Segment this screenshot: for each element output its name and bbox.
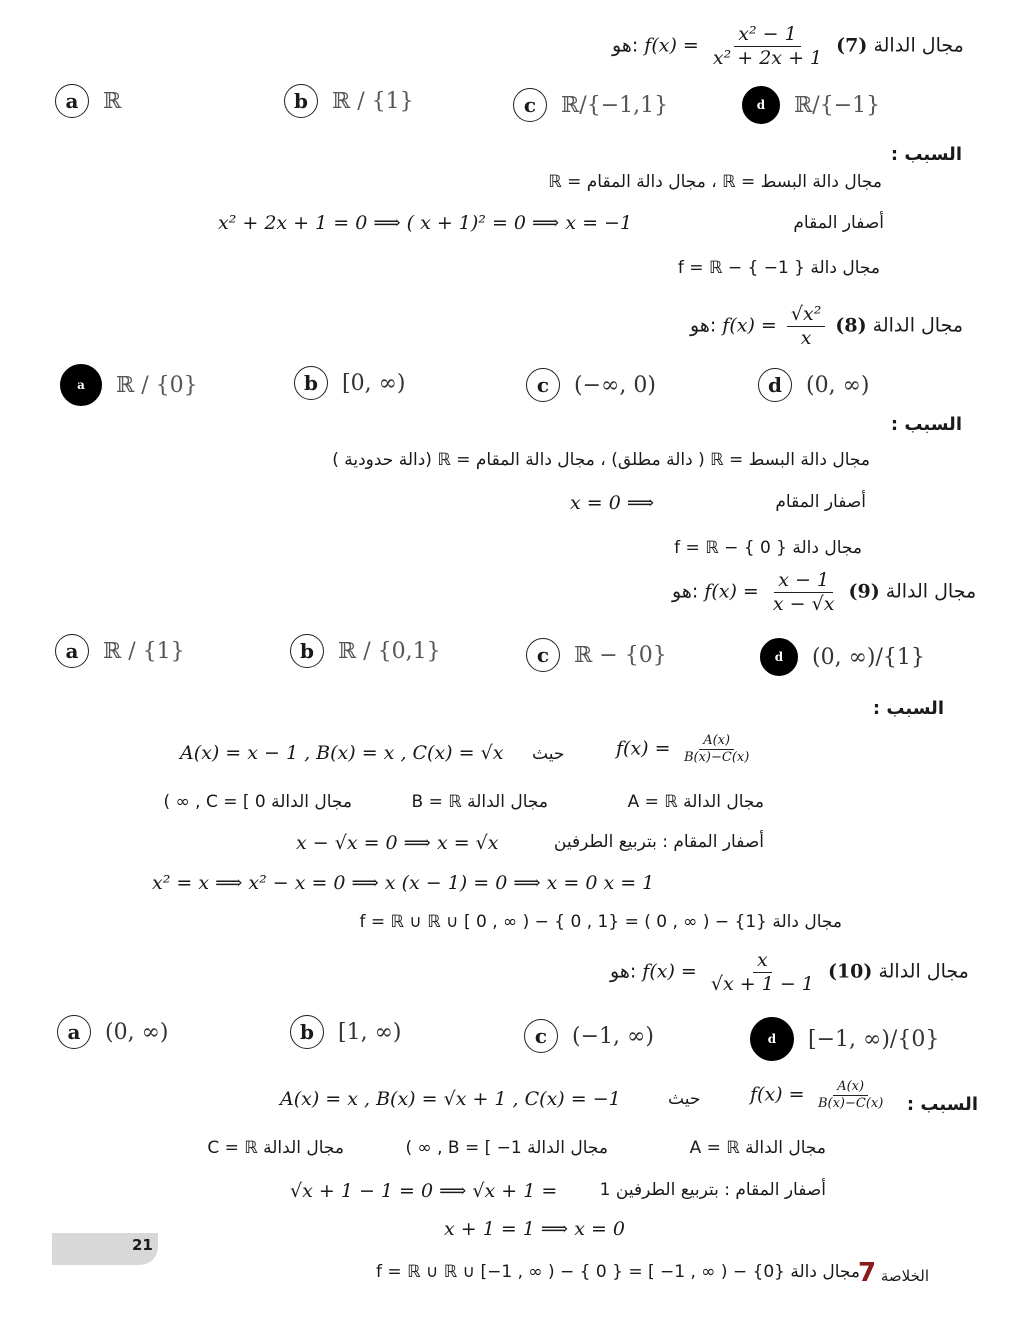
q9-reason-line-1: A(x) = x − 1 , B(x) = x , C(x) = √x xyxy=(180,742,504,764)
q9-reason-line-2: حيث xyxy=(532,744,565,764)
q10-option-c-circle: c xyxy=(524,1019,558,1053)
q8-option-b-circle: b xyxy=(294,366,328,400)
q9-reason-line-7: مجال الدالة B = ℝ xyxy=(411,792,548,812)
q10-reason-fx-fraction xyxy=(814,1080,887,1112)
q10-fx: f(x) = xyxy=(642,960,697,983)
q7-title: مجال الدالة xyxy=(873,34,964,57)
q10-option-d-selected: d xyxy=(750,1017,794,1061)
q7-option-c-circle: c xyxy=(513,88,547,122)
q10-option-a[interactable] xyxy=(57,1015,168,1049)
q7-number: (7) xyxy=(836,34,868,57)
q8-option-d-value: (0, ∞) xyxy=(806,372,870,398)
q8-header xyxy=(690,304,963,349)
q10-reason-fx-num: A(x) xyxy=(833,1080,868,1096)
q8-reason-line-4: مجال دالة f = ℝ − { 0 } xyxy=(674,538,862,558)
q9-reason-line-10: x − √x = 0 ⟹ x = √x xyxy=(296,832,499,854)
q7-header xyxy=(612,24,964,69)
q7-option-b-value: ℝ / {1} xyxy=(332,88,414,114)
q9-fx: f(x) = xyxy=(704,580,759,603)
q10-suffix: هو: xyxy=(610,960,637,983)
q10-option-b[interactable] xyxy=(290,1015,401,1049)
q10-numerator: x xyxy=(753,950,772,973)
q10-number: (10) xyxy=(827,960,873,983)
q10-fraction xyxy=(707,950,818,995)
q9-option-d-value: (0, ∞)/{1} xyxy=(812,644,925,670)
q8-numerator: √x² xyxy=(787,304,825,327)
q9-reason-fx xyxy=(616,734,757,766)
q7-numerator: x² − 1 xyxy=(734,24,800,47)
q10-option-c[interactable] xyxy=(524,1019,654,1053)
q10-reason-fx-label: f(x) = xyxy=(750,1083,805,1106)
q9-suffix: هو: xyxy=(672,580,699,603)
q9-title: مجال الدالة xyxy=(885,580,977,603)
q9-fraction xyxy=(769,570,839,615)
brand-logo xyxy=(858,1258,929,1288)
q9-option-c-circle: c xyxy=(526,638,560,672)
q8-title: مجال الدالة xyxy=(872,314,964,337)
q9-option-d[interactable] xyxy=(760,638,925,676)
brand-text: الخلاصة xyxy=(880,1267,930,1285)
page-number: 21 xyxy=(132,1236,153,1254)
q7-option-a[interactable] xyxy=(55,84,121,118)
q7-denominator: x² + 2x + 1 xyxy=(712,46,823,69)
q7-option-b-circle: b xyxy=(284,84,318,118)
q8-option-b-value: [0, ∞) xyxy=(342,370,406,396)
q9-numerator: x − 1 xyxy=(774,570,833,593)
q9-reason-label: السبب : xyxy=(872,698,944,719)
q9-option-b-value: ℝ / {0,1} xyxy=(338,638,441,664)
q9-reason-line-12: مجال دالة f = ℝ ∪ ℝ ∪ [ 0 , ∞ ) − { 0 , 1} = ( 0 , ∞ ) − {1} xyxy=(359,912,842,932)
q7-option-b[interactable] xyxy=(284,84,414,118)
q8-option-d-circle: d xyxy=(758,368,792,402)
q10-reason-line-11: x + 1 = 1 ⟹ x = 0 xyxy=(444,1218,626,1240)
q9-reason-fx-fraction xyxy=(680,734,753,766)
q10-reason-fx-den: B(x)−C(x) xyxy=(817,1096,884,1112)
q9-reason-line-9: أصفار المقام : بتربيع الطرفين xyxy=(553,832,764,852)
q7-reason-line-1: مجال دالة البسط = ℝ ، مجال دالة المقام = ℝ xyxy=(548,172,882,192)
q9-reason-fx-num: A(x) xyxy=(699,734,734,750)
q10-reason-line-7: مجال الدالة B = [ −1 , ∞ ) xyxy=(405,1138,608,1158)
q10-header xyxy=(610,950,969,995)
q7-option-d-selected: d xyxy=(742,86,780,124)
q10-reason-line-9: أصفار المقام : بتربيع الطرفين 1 xyxy=(599,1180,826,1200)
q8-reason-label: السبب : xyxy=(890,414,962,435)
q10-reason-line-2: حيث xyxy=(668,1089,701,1109)
q9-reason-line-6: مجال الدالة A = ℝ xyxy=(627,792,764,812)
q8-option-c-circle: c xyxy=(526,368,560,402)
q10-reason-line-8: مجال الدالة C = ℝ xyxy=(207,1138,344,1158)
q8-option-b[interactable] xyxy=(294,366,405,400)
q8-reason-line-2: x = 0 ⟹ xyxy=(570,492,655,514)
q8-option-a-selected: a xyxy=(60,364,102,406)
q9-header xyxy=(672,570,976,615)
q7-option-a-circle: a xyxy=(55,84,89,118)
q9-option-b-circle: b xyxy=(290,634,324,668)
q9-reason-fx-label: f(x) = xyxy=(616,737,671,760)
q8-option-c-value: (−∞, 0) xyxy=(574,372,656,398)
q7-reason-line-2: x² + 2x + 1 = 0 ⟹ ( x + 1)² = 0 ⟹ x = −1 xyxy=(218,212,633,234)
q10-reason-line-10: √x + 1 − 1 = 0 ⟹ √x + 1 = xyxy=(290,1180,558,1202)
q10-option-d[interactable] xyxy=(750,1017,939,1061)
q9-option-c[interactable] xyxy=(526,638,667,672)
q9-number: (9) xyxy=(848,580,880,603)
q10-title: مجال الدالة xyxy=(878,960,969,983)
q7-reason-line-4: مجال دالة f = ℝ − { −1 } xyxy=(677,258,880,278)
q8-option-a-value: ℝ / {0} xyxy=(116,372,198,398)
q9-option-b[interactable] xyxy=(290,634,441,668)
q7-suffix: هو: xyxy=(612,34,639,57)
q8-fraction xyxy=(787,304,825,349)
q8-fx: f(x) = xyxy=(722,314,777,337)
q8-reason-line-3: أصفار المقام xyxy=(775,492,866,512)
q9-option-a-value: ℝ / {1} xyxy=(103,638,185,664)
q9-option-c-value: ℝ − {0} xyxy=(574,642,667,668)
q7-fx: f(x) = xyxy=(644,34,699,57)
q7-reason-label: السبب : xyxy=(890,144,962,165)
q10-reason-line-6: مجال الدالة A = ℝ xyxy=(689,1138,826,1158)
q10-reason-fx xyxy=(750,1080,891,1112)
q9-option-a[interactable] xyxy=(55,634,185,668)
q8-option-a[interactable] xyxy=(60,364,198,406)
brand-number: 7 xyxy=(858,1258,877,1288)
q7-fraction xyxy=(709,24,826,69)
q9-reason-line-11: x² = x ⟹ x² − x = 0 ⟹ x (x − 1) = 0 ⟹ x = 0 x = 1 xyxy=(152,872,655,894)
q8-number: (8) xyxy=(835,314,867,337)
q7-option-d[interactable] xyxy=(742,86,880,124)
q7-option-c-value: ℝ/{−1,1} xyxy=(561,92,669,118)
q9-option-d-selected: d xyxy=(760,638,798,676)
q7-option-d-value: ℝ/{−1} xyxy=(794,92,881,118)
q8-reason-line-1: مجال دالة البسط = ℝ ( دالة مطلق) ، مجال دالة المقام = ℝ (دالة حدودية ) xyxy=(332,450,870,470)
q10-option-a-circle: a xyxy=(57,1015,91,1049)
q9-reason-line-8: مجال الدالة C = [ 0 , ∞ ) xyxy=(163,792,352,812)
q10-reason-label: السبب : xyxy=(906,1094,978,1115)
q10-option-b-value: [1, ∞) xyxy=(338,1019,402,1045)
q10-option-d-value: [−1, ∞)/{0} xyxy=(808,1026,940,1052)
q8-denominator: x xyxy=(800,326,812,349)
q10-reason-line-12: مجال دالة f = ℝ ∪ ℝ ∪ [−1 , ∞ ) − { 0 } = [ −1 , ∞ ) − {0} xyxy=(376,1262,860,1282)
q10-option-a-value: (0, ∞) xyxy=(105,1019,169,1045)
q10-option-b-circle: b xyxy=(290,1015,324,1049)
q8-option-c[interactable] xyxy=(526,368,656,402)
q9-reason-fx-den: B(x)−C(x) xyxy=(683,750,750,766)
q10-option-c-value: (−1, ∞) xyxy=(572,1023,654,1049)
q8-option-d[interactable] xyxy=(758,368,869,402)
q7-option-a-value: ℝ xyxy=(103,88,122,114)
q7-reason-line-3: أصفار المقام xyxy=(793,213,884,233)
q9-denominator: x − √x xyxy=(772,592,835,615)
q8-suffix: هو: xyxy=(690,314,717,337)
q9-option-a-circle: a xyxy=(55,634,89,668)
q7-option-c[interactable] xyxy=(513,88,668,122)
q10-reason-line-1: A(x) = x , B(x) = √x + 1 , C(x) = −1 xyxy=(280,1088,621,1110)
q10-denominator: √x + 1 − 1 xyxy=(710,972,814,995)
